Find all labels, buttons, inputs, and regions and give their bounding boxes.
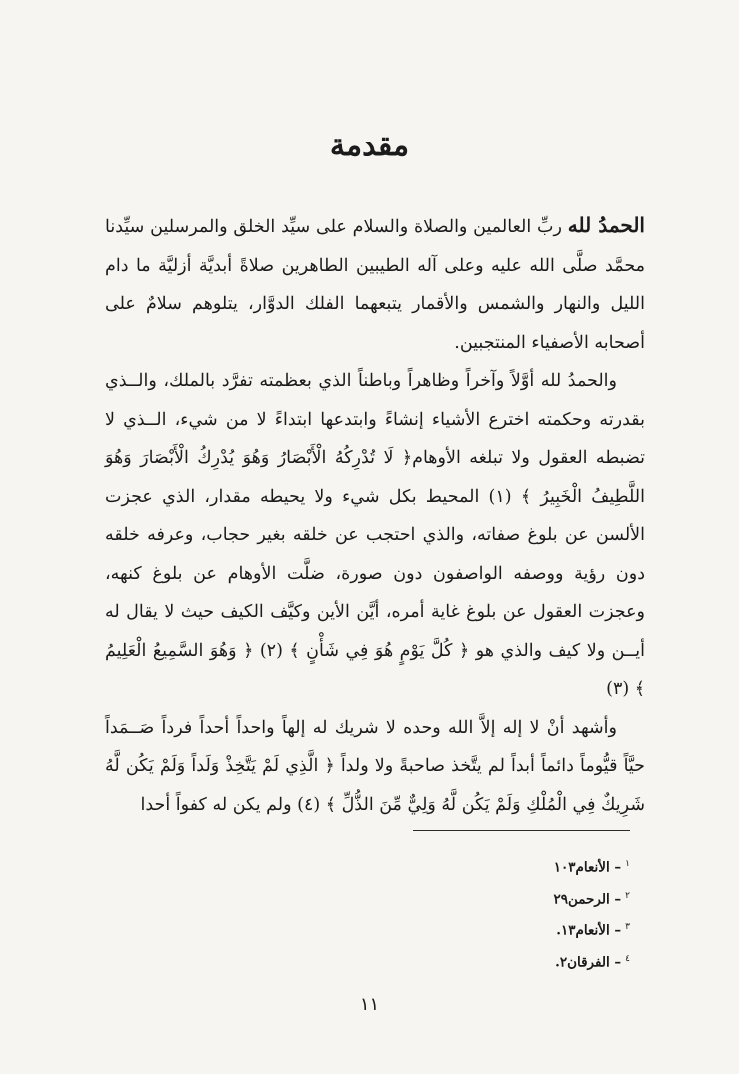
paragraph-1-lead: الحمدُ لله [567, 213, 645, 237]
footnote-4-mark: ٤ [625, 953, 630, 964]
page-number: ١١ [359, 994, 380, 1015]
footnote-1 [105, 850, 630, 882]
main-text [105, 206, 645, 824]
paragraph-2 [105, 362, 645, 709]
footnote-3-mark: ٣ [625, 922, 630, 932]
page-title: مقدمة [329, 128, 410, 163]
paragraph-1 [105, 206, 645, 362]
paragraph-3-text: وأشهد أنْ لا إله إلاَّ الله وحده لا شريك له إلهاً واحداً أحداً فرداً صَــمَداً حيَّاً قيُّوماً دائماً أبداً لم يتَّخذ صاحبةً ولا ولداً ﴿ الَّذِي لَمْ يَتَّخِذْ وَلَداً وَلَمْ يَكُن لَّهُ شَرِيكٌ فِي الْمُلْكِ وَلَمْ يَكُن لَّهُ وَلِيٌّ مِّنَ الذُّلِّ ﴾ (٤) ولم يكن له كفواً أحدا [105, 717, 645, 815]
footnote-2-mark: ٢ [625, 890, 630, 901]
footnote-divider [413, 830, 630, 831]
footnote-2-text: – الرحمن٢٩ [553, 891, 622, 907]
paragraph-1-text: ربِّ العالمين والصلاة والسلام على سيِّد الخلق والمرسلين سيِّدنا محمَّد صلَّى الله عليه وعلى آله الطيبين الطاهرين صلاةً أبديَّة أزليَّة ما دام الليل والنهار والشمس والأقمار يتبعهما الفلك الدوَّار، يتلوهم سلامٌ على أصحابه الأصفياء المنتجبين. [105, 217, 645, 353]
footnotes [105, 850, 630, 976]
footnote-2 [105, 882, 630, 914]
paragraph-3 [105, 709, 645, 825]
footnote-3 [105, 913, 630, 945]
footnote-4-text: – الفرقان٢. [555, 954, 622, 970]
footnote-4 [105, 945, 630, 977]
footnote-1-text: – الأنعام١٠٣ [553, 859, 622, 876]
footnote-1-mark: ١ [625, 859, 630, 869]
paragraph-2-text: والحمدُ لله أوَّلاً وآخراً وظاهراً وباطناً الذي بعظمته تفرَّد بالملك، والــذي بقدرته وحكمته اخترع الأشياء إنشاءً وابتدعها ابتداءً لا من شيء، الــذي لا تضبطه العقول ولا تبلغه الأوهام﴿ لَا تُدْرِكُهُ الْأَبْصَارُ وَهُوَ يُدْرِكُ الْأَبْصَارَ وَهُوَ اللَّطِيفُ الْخَبِيرُ ﴾ (١) المحيط بكل شيء ولا يحيطه مقدار، الذي عجزت الألسن عن بلوغ صفاته، والذي احتجب عن خلقه بغير حجاب، وعرفه خلقه دون رؤية ووصفه الواصفون دون صورة، ضلَّت الأوهام عن بلوغ كنهه، وعجزت العقول عن بلوغ غاية أمره، أيَّن الأين وكيَّف الكيف حيث لا يقال له أيــن ولا كيف والذي هو ﴿ كُلَّ يَوْمٍ هُوَ فِي شَأْنٍ ﴾ (٢) ﴿ وَهُوَ السَّمِيعُ الْعَلِيمُ ﴾ (٣) [105, 371, 645, 699]
footnote-3-text: – الأنعام١٣. [556, 922, 622, 939]
